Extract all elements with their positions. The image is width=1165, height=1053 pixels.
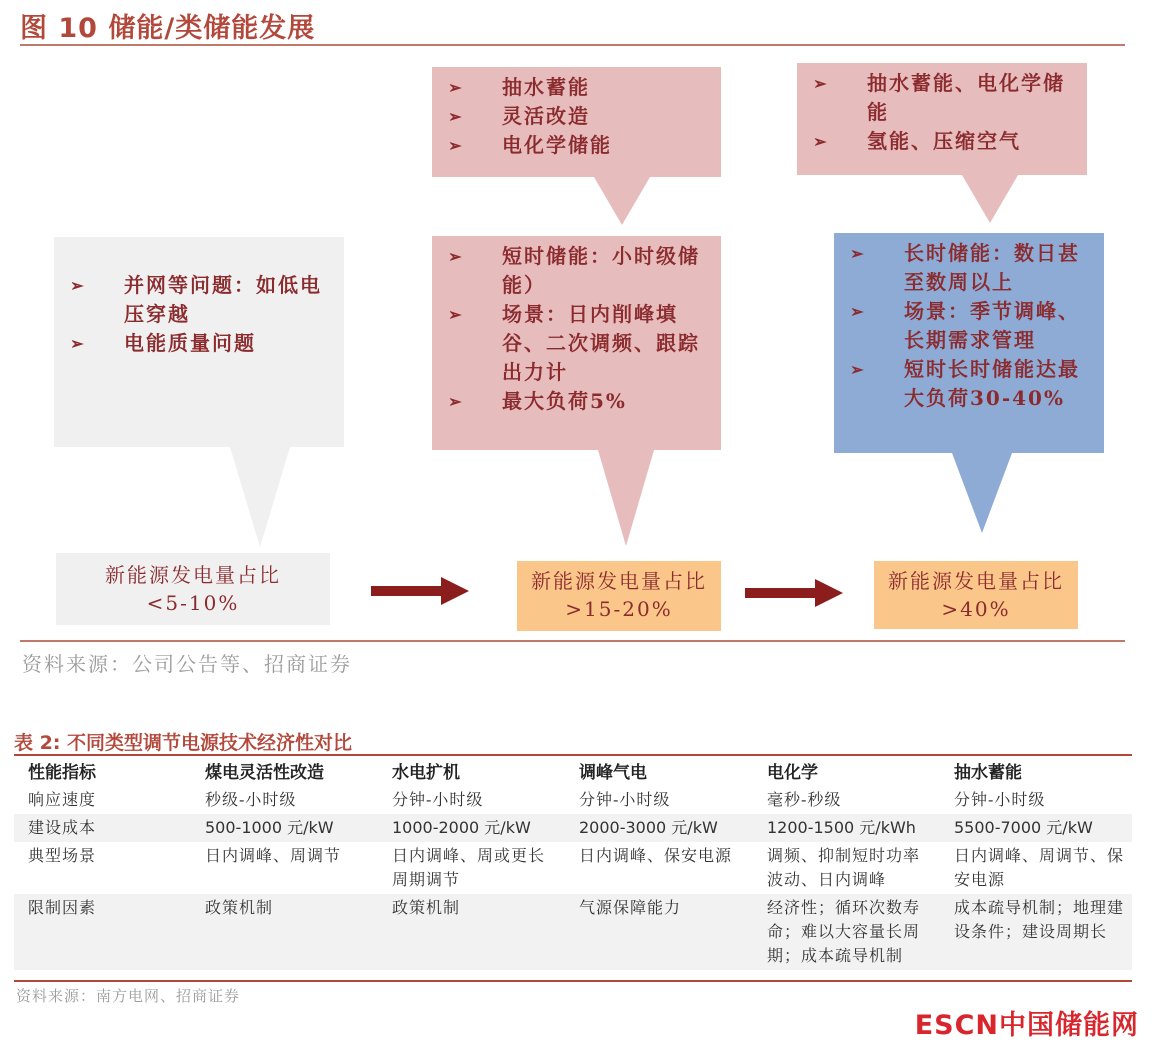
mid-bubble-tail [598, 450, 654, 546]
table-cell: 成本疏导机制；地理建设条件；建设周期长 [940, 894, 1132, 970]
list-item: ➢ 短时长时储能达最大负荷30-40% [848, 355, 1090, 413]
table-cell: 调频、抑制短时功率波动、日内调峰 [767, 846, 921, 889]
table-header: 调峰气电 [579, 763, 647, 783]
list-item: ➢ 最大负荷5% [446, 387, 707, 416]
table-cell: 政策机制 [378, 894, 565, 970]
table-header: 煤电灵活性改造 [205, 763, 324, 783]
table-row [14, 842, 1132, 894]
arrow-bullet-icon: ➢ [448, 78, 464, 97]
arrow-bullet-icon: ➢ [850, 244, 866, 263]
watermark-logo: ESCN中国储能网 [914, 1010, 1139, 1041]
arrow-bullet-icon: ➢ [448, 305, 464, 324]
table-cell: 日内调峰、周调节 [205, 846, 342, 865]
list-item: ➢ 电能质量问题 [68, 329, 330, 358]
arrow-bullet-icon: ➢ [448, 136, 464, 155]
table-cell: 毫秒-秒级 [767, 790, 842, 809]
mid-top-bubble [432, 67, 721, 177]
right-bubble-tail [952, 453, 1012, 533]
share-value: >40% [941, 597, 1011, 621]
table-row [14, 894, 1132, 970]
share-value: >15-20% [565, 597, 673, 621]
table-bottom-rule [14, 980, 1132, 982]
arrow-bullet-icon: ➢ [70, 276, 86, 295]
arrow-bullet-icon: ➢ [813, 132, 829, 151]
table-cell: 分钟-小时级 [954, 790, 1046, 809]
figure-bottom-rule [20, 640, 1125, 642]
table-cell: 响应速度 [28, 790, 97, 809]
list-item: ➢ 抽水蓄能、电化学储能 [811, 69, 1073, 127]
table-cell: 500-1000 元/kW [191, 814, 378, 842]
table-header: 抽水蓄能 [954, 763, 1022, 783]
table-cell: 日内调峰、周调节、保安电源 [954, 846, 1125, 889]
table-row [14, 814, 1132, 842]
list-item: ➢ 灵活改造 [446, 102, 707, 131]
table-cell: 建设成本 [14, 814, 191, 842]
table-cell: 限制因素 [14, 894, 191, 970]
table-header: 性能指标 [28, 763, 96, 783]
list-item: ➢ 并网等问题：如低电压穿越 [68, 271, 330, 329]
arrow-bullet-icon: ➢ [70, 334, 86, 353]
left-bubble [54, 237, 344, 447]
left-bubble-tail [230, 447, 290, 547]
table-cell: 日内调峰、保安电源 [579, 846, 733, 865]
comparison-table [14, 755, 1132, 970]
right-arrow-icon [745, 579, 843, 607]
list-item: ➢ 电化学储能 [446, 131, 707, 160]
right-arrow-icon [371, 577, 469, 605]
table-cell: 分钟-小时级 [579, 790, 671, 809]
share-box-1 [56, 553, 330, 625]
table-row [14, 786, 1132, 814]
arrow-bullet-icon: ➢ [850, 360, 866, 379]
table-cell: 1200-1500 元/kWh [753, 814, 940, 842]
figure-title: 图 10 储能/类储能发展 [20, 13, 316, 44]
figure-source: 资料来源：公司公告等、招商证券 [22, 652, 352, 676]
arrow-bullet-icon: ➢ [448, 392, 464, 411]
table-header: 电化学 [767, 763, 818, 783]
arrow-bullet-icon: ➢ [448, 247, 464, 266]
table-cell: 2000-3000 元/kW [565, 814, 753, 842]
mid-top-bubble-tail [594, 177, 650, 225]
mid-bubble [432, 236, 721, 450]
list-item: ➢ 抽水蓄能 [446, 73, 707, 102]
list-item: ➢ 短时储能：小时级储能） [446, 242, 707, 300]
right-bubble [834, 233, 1104, 453]
share-label: 新能源发电量占比 [105, 563, 281, 587]
table-cell: 日内调峰、周或更长周期调节 [392, 846, 546, 889]
arrow-bullet-icon: ➢ [448, 107, 464, 126]
right-top-bubble-tail [962, 175, 1018, 223]
list-item: ➢ 场景：日内削峰填谷、二次调频、跟踪出力计 [446, 300, 707, 387]
share-box-3 [874, 561, 1078, 629]
share-label: 新能源发电量占比 [888, 569, 1064, 593]
list-item: ➢ 场景：季节调峰、长期需求管理 [848, 297, 1090, 355]
share-label: 新能源发电量占比 [531, 569, 707, 593]
list-item: ➢ 氢能、压缩空气 [811, 127, 1073, 156]
table-title: 表 2: 不同类型调节电源技术经济性对比 [14, 732, 353, 754]
table-source: 资料来源：南方电网、招商证券 [16, 987, 241, 1005]
arrow-bullet-icon: ➢ [813, 74, 829, 93]
arrow-bullet-icon: ➢ [850, 302, 866, 321]
list-item: ➢ 长时储能：数日甚至数周以上 [848, 239, 1090, 297]
share-box-2 [517, 561, 721, 631]
table-cell: 典型场景 [28, 846, 97, 865]
right-top-bubble [797, 63, 1087, 175]
share-value: <5-10% [146, 591, 240, 615]
table-cell: 气源保障能力 [565, 894, 753, 970]
table-cell: 5500-7000 元/kW [940, 814, 1132, 842]
table-cell: 1000-2000 元/kW [378, 814, 565, 842]
table-header-row [14, 755, 1132, 786]
table-header: 水电扩机 [392, 763, 460, 783]
table-cell: 秒级-小时级 [205, 790, 297, 809]
title-rule [20, 44, 1125, 46]
table-cell: 政策机制 [191, 894, 378, 970]
table-cell: 分钟-小时级 [392, 790, 484, 809]
table-cell: 经济性；循环次数寿命；难以大容量长周期；成本疏导机制 [753, 894, 940, 970]
